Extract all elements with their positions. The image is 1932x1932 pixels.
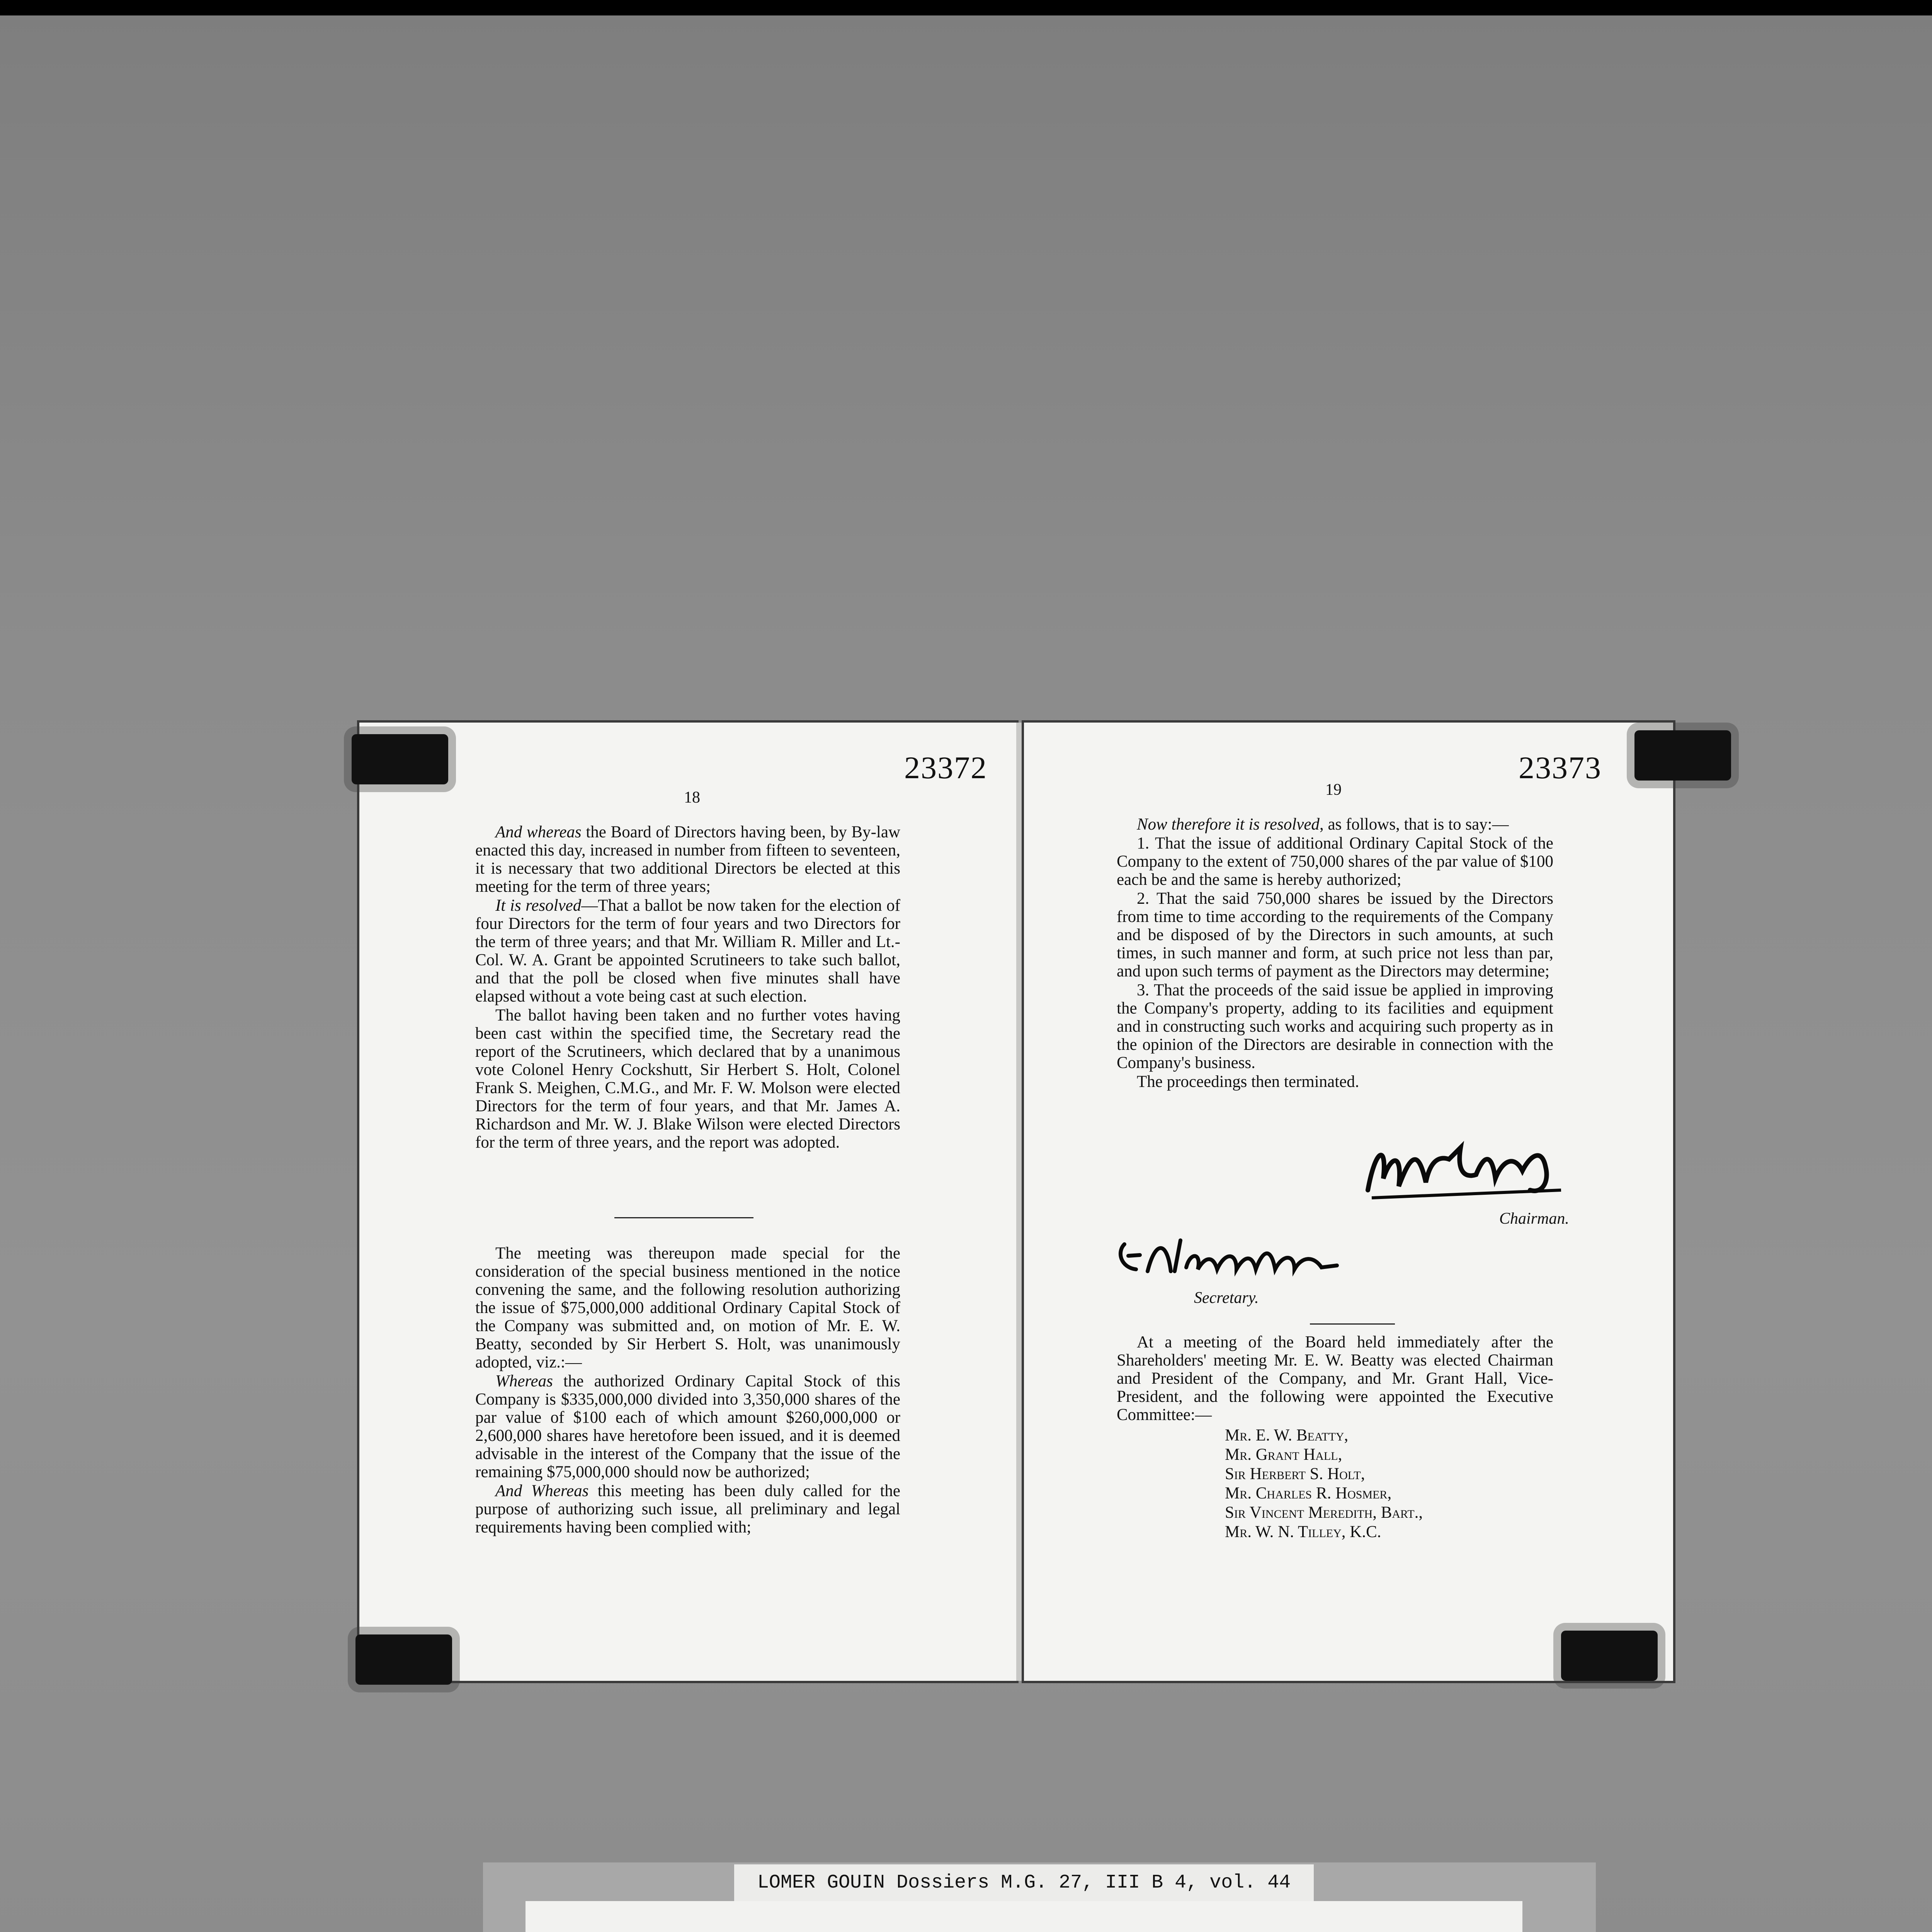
text-block-bottom xyxy=(475,1244,900,1537)
text-block-top xyxy=(475,823,900,1152)
chairman-label: Chairman. xyxy=(1499,1210,1569,1228)
resolution-item: 3. That the proceeds of the said issue be applied in improving the Company's property, adding to its facilities and equipment and in constructing such works and acquiring such property as in the opinion of the Directors are desirable in connection with the Company's business. xyxy=(1117,981,1553,1072)
paragraph: The meeting was thereupon made special for the consideration of the special business mentioned in the notice convening the same, and the following resolution authorizing the issue of $75,000,000 additional Ordinary Capital Stock of the Company was submitted and, on motion of Mr. E. W. Beatty, seconded by Sir Herbert S. Holt, was unanimously adopted, viz.:— xyxy=(475,1244,900,1371)
list-item: Mr. E. W. Beatty, xyxy=(1225,1426,1349,1444)
paragraph: At a meeting of the Board held immediately after the Shareholders' meeting Mr. E. W. Beatty was elected Chairman and President of the Company, and Mr. Grant Hall, Vice-President, and the following were appointed the Executive Committee:— xyxy=(1117,1333,1553,1424)
board-paragraph-block xyxy=(1117,1333,1553,1425)
list-item: Mr. Grant Hall, xyxy=(1225,1446,1342,1464)
resolution-block xyxy=(1117,815,1553,1092)
resolution-item: 2. That the said 750,000 shares be issued by the Directors from time to time according to the requirements of the Company and be disposed of by the Directors in such amounts, at such times, in such manner and form, at such price not less than par, and upon such terms of payment as the Directors may determine; xyxy=(1117,889,1553,980)
page-number: 19 xyxy=(1325,781,1342,799)
mounting-clip xyxy=(1561,1631,1658,1681)
page-stamp-number: 23373 xyxy=(1519,750,1602,785)
committee-list xyxy=(1225,1426,1423,1542)
paragraph: It is resolved—That a ballot be now taken for the election of four Directors for the term of four years and two Directors for the term of three years; and that Mr. William R. Miller and Lt.-Col. W. A. Grant be appointed Scrutineers to take such ballot, and that the poll be closed when five minutes shall have elapsed without a vote being cast at such election. xyxy=(475,896,900,1005)
page-number: 18 xyxy=(684,789,700,806)
reference-tag: LOMER GOUIN Dossiers M.G. 27, III B 4, vol. 44 xyxy=(734,1864,1314,1901)
chairman-signature xyxy=(1360,1132,1577,1209)
list-item: Sir Herbert S. Holt, xyxy=(1225,1465,1365,1483)
binding-gutter xyxy=(1016,723,1024,1681)
page-18 xyxy=(359,723,1016,1681)
closing-line: The proceedings then terminated. xyxy=(1137,1073,1359,1091)
list-item: Sir Vincent Meredith, Bart., xyxy=(1225,1503,1423,1522)
section-divider xyxy=(1310,1323,1395,1325)
archive-card xyxy=(526,1901,1522,1932)
mounting-clip xyxy=(1634,730,1731,781)
resolution-item: 1. That the issue of additional Ordinary Capital Stock of the Company to the extent of 750,000 shares of the par value of $100 each be and the same is hereby authorized; xyxy=(1117,834,1553,889)
mounting-clip xyxy=(352,734,448,784)
booklet-spread xyxy=(359,723,1673,1689)
section-divider xyxy=(614,1217,753,1218)
page-19 xyxy=(1024,723,1673,1681)
paragraph: The ballot having been taken and no further votes having been cast within the specified time, the Secretary read the report of the Scrutineers, which declared that by a unanimous vote Colonel Henry Cockshutt, Sir Herbert S. Holt, Colonel Frank S. Meighen, C.M.G., and Mr. F. W. Molson were elected Directors for the term of four years, and that Mr. James A. Richardson and Mr. W. J. Blake Wilson were elected Directors for the term of three years, and the report was adopted. xyxy=(475,1006,900,1151)
list-item: Mr. W. N. Tilley, K.C. xyxy=(1225,1523,1381,1541)
mounting-clip xyxy=(355,1634,452,1685)
paragraph: And whereas the Board of Directors having been, by By-law enacted this day, increased in number from fifteen to seventeen, it is necessary that two additional Directors be elected at this meeting for the term of three years; xyxy=(475,823,900,896)
paragraph: And Whereas this meeting has been duly called for the purpose of authorizing such issue, all preliminary and legal requirements having been complied with; xyxy=(475,1482,900,1536)
secretary-label: Secretary. xyxy=(1194,1289,1259,1307)
page-stamp-number: 23372 xyxy=(904,750,987,785)
paragraph: Now therefore it is resolved, as follows, that is to say:— xyxy=(1137,815,1509,833)
film-frame-top xyxy=(0,0,1932,15)
paragraph: Whereas the authorized Ordinary Capital Stock of this Company is $335,000,000 divided into 3,350,000 shares of the par value of $100 each of which amount $260,000,000 or 2,600,000 shares have heretofore been issued, and it is deemed advisable in the interest of the Company that the issue of the remaining $75,000,000 should now be authorized; xyxy=(475,1372,900,1481)
secretary-signature xyxy=(1113,1233,1345,1283)
list-item: Mr. Charles R. Hosmer, xyxy=(1225,1484,1392,1502)
